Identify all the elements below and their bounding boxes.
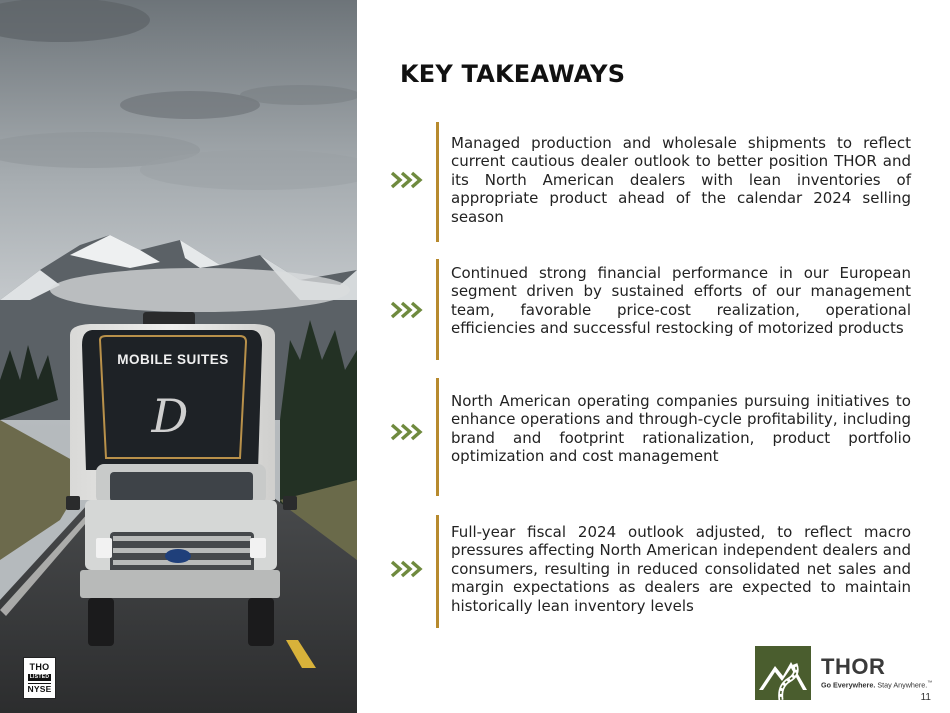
takeaway-item — [390, 378, 912, 496]
triple-chevron-icon — [390, 560, 426, 578]
nyse-listed-label: LISTED — [29, 673, 50, 680]
accent-bar — [436, 378, 439, 496]
takeaway-text: Managed production and wholesale shipments to reflect current cautious dealer outlook to better position THOR and its North American dealers with lean inventories of appropriate product ahead of the calendar 2024 selling season — [451, 134, 911, 226]
takeaway-item — [390, 122, 912, 242]
trademark-mark: ™ — [927, 680, 933, 686]
rv-on-road-image — [0, 0, 357, 713]
thor-tagline — [821, 680, 932, 689]
triple-chevron-icon — [390, 423, 426, 441]
takeaway-text: North American operating companies pursuing initiatives to enhance operations and through-cycle profitability, including brand and footprint rationalization, product portfolio optimization and cost management — [451, 392, 911, 466]
triple-chevron-icon — [390, 301, 426, 319]
thor-logo — [755, 646, 945, 702]
takeaway-item — [390, 515, 912, 628]
rv-script-logo: D — [151, 389, 189, 443]
thor-wordmark: THOR — [821, 654, 886, 679]
hero-photo — [0, 0, 357, 713]
thor-mountain-icon — [755, 646, 811, 700]
tagline-bold: Go Everywhere. — [821, 680, 876, 690]
triple-chevron-icon — [390, 171, 426, 189]
accent-bar — [436, 122, 439, 242]
slide-title: KEY TAKEAWAYS — [400, 60, 626, 88]
nyse-listed-badge — [23, 657, 56, 699]
takeaway-text: Continued strong financial performance in our European segment driven by sustained efforts of our management team, favorable price-cost realization, operational efficiencies and successful restocking of motorized products — [451, 264, 911, 338]
takeaway-text: Full-year fiscal 2024 outlook adjusted, to reflect macro pressures affecting North American independent dealers and consumers, resulting in reduced consolidated net sales and margin expectations as dealers are expected to maintain historically lean inventory levels — [451, 523, 911, 615]
page-number: 11 — [920, 692, 931, 703]
nyse-exchange: NYSE — [27, 683, 52, 694]
rv-label: MOBILE SUITES — [117, 352, 229, 367]
takeaway-item — [390, 259, 912, 360]
accent-bar — [436, 515, 439, 628]
tagline-regular: Stay Anywhere. — [877, 680, 928, 690]
nyse-ticker: THO — [29, 661, 50, 672]
accent-bar — [436, 259, 439, 360]
